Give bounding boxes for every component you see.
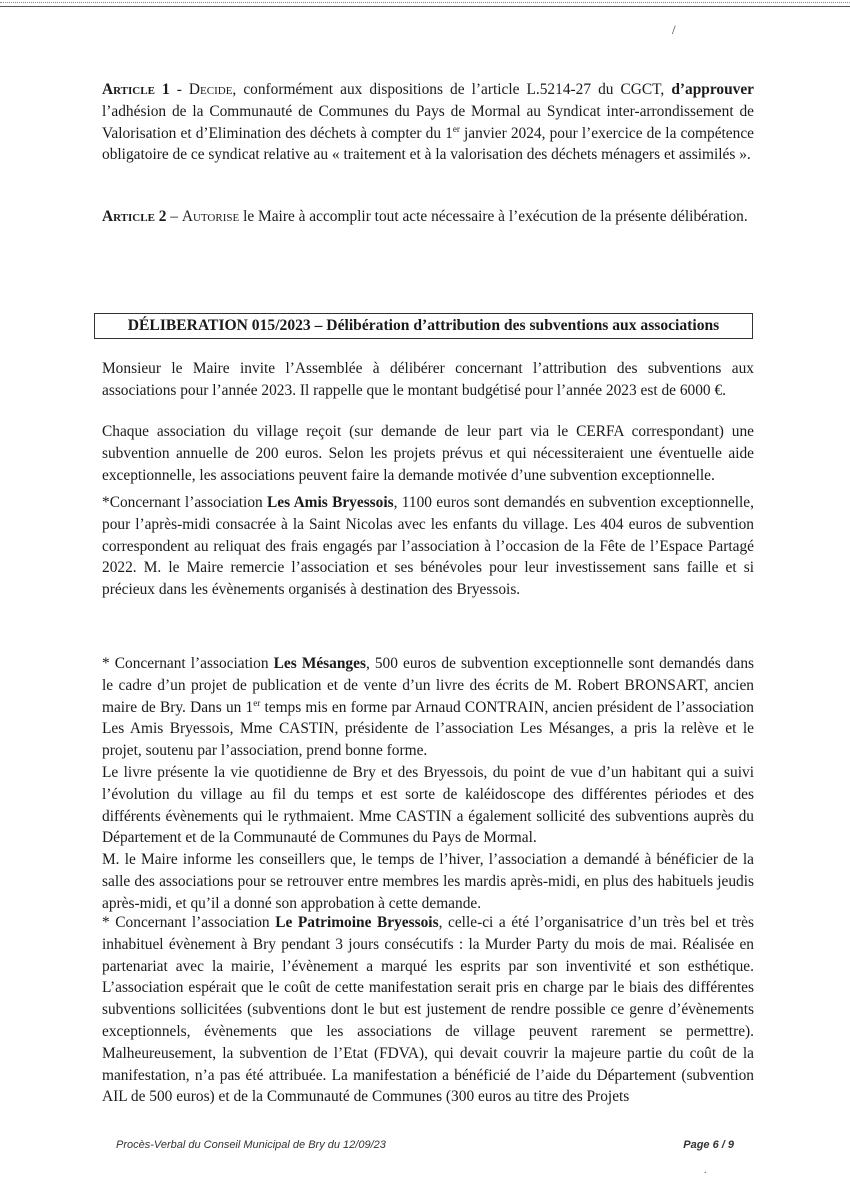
- article-1-verb: Decide: [188, 81, 233, 98]
- footer-document-title: Procès-Verbal du Conseil Municipal de Bry du 12/09/23: [116, 1139, 386, 1151]
- article-2-label: Article 2: [102, 208, 167, 225]
- scan-dotted-line: [0, 2, 850, 3]
- para-amis-bryessois: *Concernant l’association Les Amis Bryessois, 1100 euros sont demandés en subvention exceptionnelle, pour l’après-midi consacrée à la Saint Nicolas avec les enfants du village. Les 404 euros de subvention correspondent au reliquat des frais engagés par l’association à l’occasion de la Fête de l’Espace Partagé 2022. M. le Maire remercie l’association et ses bénévoles pour leur investissement sans faille et si précieux dans les évènements organisés à destination des Bryessois.: [102, 494, 754, 599]
- footer-dot: .: [704, 1165, 707, 1176]
- footer-page-number: Page 6 / 9: [683, 1139, 734, 1151]
- scan-top-line: [0, 6, 850, 7]
- para-intro: Monsieur le Maire invite l’Assemblée à délibérer concernant l’attribution des subventions aux associations pour l’année 2023. Il rappelle que le montant budgétisé pour l’année 2023 est de 6000 €.: [102, 360, 754, 399]
- deliberation-title: DÉLIBERATION 015/2023 – Délibération d’attribution des subventions aux associations: [94, 313, 753, 339]
- article-1-label: Article 1: [102, 81, 170, 98]
- para-livre: Le livre présente la vie quotidienne de Bry et des Bryessois, du point de vue d’un habitant qui a suivi l’évolution du village au fil du temps et est sorte de kaléidoscope des différentes périodes et des différents évènements qui le rythmaient. Mme CASTIN a également sollicité des subventions auprès du Département et de la Communauté de Communes du Pays de Mormal.: [102, 763, 754, 847]
- article-2-verb: Autorise: [181, 208, 240, 225]
- association-name: Le Patrimoine Bryessois: [275, 914, 439, 931]
- article-1: Article 1 - Decide, conformément aux dispositions de l’article L.5214-27 du CGCT, d’approuver l’adhésion de la Communauté de Communes du Pays de Mormal au Syndicat inter-arrondissement de Valorisation et d’Elimination des déchets à compter du 1er janvier 2024, pour l’exercice de la compétence obligatoire de ce syndicat relative au « traitement et à la valorisation des déchets ménagers et assimilés ».: [102, 81, 755, 164]
- association-name: Les Amis Bryessois: [267, 494, 394, 511]
- scan-mark: /: [672, 22, 676, 37]
- article-2: Article 2 – Autorise le Maire à accomplir tout acte nécessaire à l’exécution de la présente délibération.: [102, 208, 748, 225]
- para-patrimoine-bryessois: * Concernant l’association Le Patrimoine Bryessois, celle-ci a été l’organisatrice d’un très bel et très inhabituel évènement à Bry pendant 3 jours consécutifs : la Murder Party du mois de mai. Réalisée en partenariat avec la mairie, l’évènement a marqué les esprits par son inventivité et son esthétique. L’association espérait que le coût de cette manifestation serait pris en charge par le biais des différentes subventions sollicitées (subventions dont le but est justement de rendre possible ce genre d’évènements exceptionnels, évènements que les associations de village peuvent rarement se permettre). Malheureusement, la subvention de l’Etat (FDVA), qui devait couvrir la majeure partie du coût de la manifestation, n’a pas été attribuée. La manifestation a bénéficié de l’aide du Département (subvention AIL de 500 euros) et de la Communauté de Communes (300 euros au titre des Projets: [102, 914, 754, 1106]
- para-mesanges: * Concernant l’association Les Mésanges, 500 euros de subvention exceptionnelle sont demandés dans le cadre d’un projet de publication et de vente d’un livre des écrits de M. Robert BRONSART, ancien maire de Bry. Dans un 1er temps mis en forme par Arnaud CONTRAIN, ancien président de l’association Les Amis Bryessois, Mme CASTIN, présidente de l’association Les Mésanges, a pris la relève et le projet, soutenu par l’association, prend bonne forme. Le livre présente la vie quotidienne de Bry et des Bryessois, du point de vue d’un habitant qui a suivi l’évolution du village au fil du temps et est sorte de kaléidoscope des différentes périodes et des différents évènements qui le rythmaient. Mme CASTIN a également sollicité des subventions auprès du Département et de la Communauté de Communes du Pays de Mormal. M. le Maire informe les conseillers que, le temps de l’hiver, l’association a demandé à bénéficier de la salle des associations pour se retrouver entre membres les mardis après-midi, en plus des habituels jeudis après-midi, et qu’il a donné son approbation à cette demande.: [102, 653, 754, 915]
- association-name: Les Mésanges: [273, 655, 366, 672]
- para-maire-informe: M. le Maire informe les conseillers que, le temps de l’hiver, l’association a demandé à bénéficier de la salle des associations pour se retrouver entre membres les mardis après-midi, en plus des habituels jeudis après-midi, et qu’il a donné son approbation à cette demande.: [102, 851, 754, 912]
- approve-keyword: d’approuver: [671, 81, 755, 98]
- para-chaque-association: Chaque association du village reçoit (sur demande de leur part via le CERFA correspondant) une subvention annuelle de 200 euros. Selon les projets prévus et qui nécessiteraient une éventuelle aide exceptionnelle, les associations peuvent faire la demande motivée d’une subvention exceptionnelle.: [102, 423, 754, 484]
